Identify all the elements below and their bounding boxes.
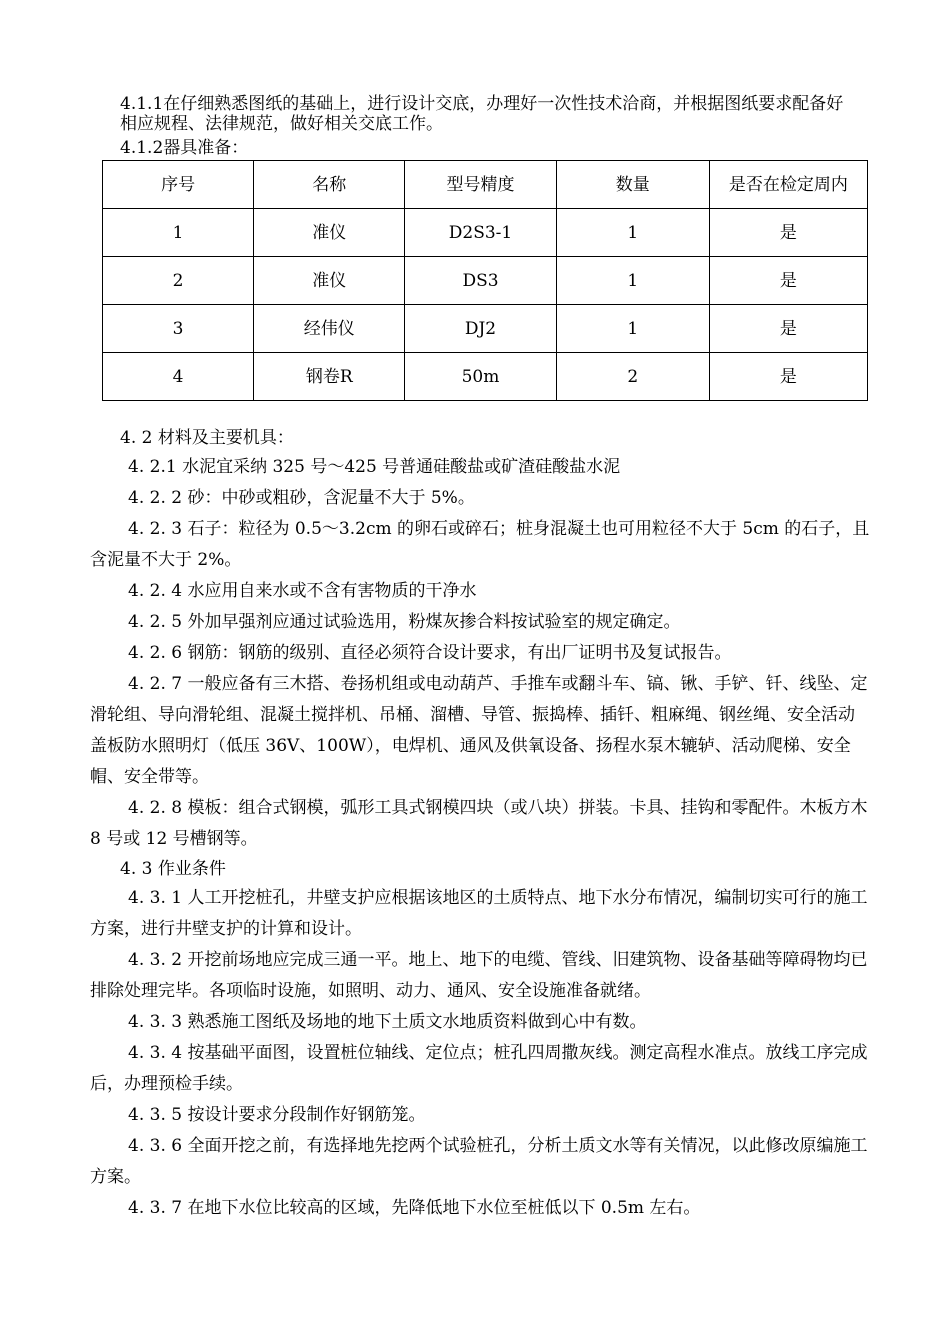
paragraph-4-3-1: 4. 3. 1 人工开挖桩孔，井壁支护应根据该地区的土质特点、地下水分布情况，编制切实可行的施工方案，进行井壁支护的计算和设计。 (90, 888, 868, 939)
cell-index: 4 (103, 353, 254, 401)
instrument-table (102, 160, 868, 401)
paragraph-4-2-4: 4. 2. 4 水应用自来水或不含有害物质的干净水 (128, 581, 477, 601)
paragraph-4-2-1: 4. 2.1 水泥宜采纳 325 号～425 号普通硅酸盐或矿渣硅酸盐水泥 (128, 457, 621, 477)
paragraph-4-3-5: 4. 3. 5 按设计要求分段制作好钢筋笼。 (128, 1105, 426, 1125)
table-row (103, 305, 868, 353)
header-calibrated: 是否在检定周内 (709, 161, 867, 209)
paragraph-4-2-5: 4. 2. 5 外加早强剂应通过试验选用，粉煤灰掺合料按试验室的规定确定。 (128, 612, 681, 632)
cell-model: D2S3-1 (405, 209, 556, 257)
paragraph-4-1-1: 4.1.1在仔细熟悉图纸的基础上，进行设计交底，办理好一次性技术洽商，并根据图纸要求配备好相应规程、法律规范，做好相关交底工作。 (120, 94, 844, 134)
paragraph-4-2-2: 4. 2. 2 砂：中砂或粗砂，含泥量不大于 5%。 (128, 488, 475, 508)
cell-model: DS3 (405, 257, 556, 305)
cell-quantity: 1 (556, 305, 709, 353)
paragraph-4-2-8: 4. 2. 8 模板：组合式钢模，弧形工具式钢模四块（或八块）拼装。卡具、挂钩和零配件。木板方木 8 号或 12 号槽钢等。 (90, 798, 868, 849)
paragraph-4-2-3: 4. 2. 3 石子：粒径为 0.5～3.2cm 的卵石或碎石；桩身混凝土也可用粒径不大于 5cm 的石子，且含泥量不大于 2%。 (90, 519, 870, 570)
table-row (103, 353, 868, 401)
header-name: 名称 (254, 161, 405, 209)
header-model: 型号精度 (405, 161, 556, 209)
paragraph-4-2-7: 4. 2. 7 一般应备有三木搭、卷扬机组或电动葫芦、手推车或翻斗车、镐、锹、手铲、钎、线坠、定滑轮组、导向滑轮组、混凝土搅拌机、吊桶、溜槽、导管、振捣棒、插钎、粗麻绳、钢丝绳、安全活动盖板防水照明灯（低压 36V、100W），电焊机、通风及供氧设备、扬程水泵木辘轳、活动爬梯、安全帽、安全带等。 (90, 674, 868, 787)
paragraph-4-3-7: 4. 3. 7 在地下水位比较高的区域，先降低地下水位至桩低以下 0.5m 左右。 (128, 1198, 701, 1218)
table-row (103, 257, 868, 305)
cell-name: 钢卷R (254, 353, 405, 401)
section-heading-4-3: 4. 3 作业条件 (120, 859, 226, 879)
paragraph-4-3-3: 4. 3. 3 熟悉施工图纸及场地的地下土质文水地质资料做到心中有数。 (128, 1012, 647, 1032)
paragraph-4-3-4: 4. 3. 4 按基础平面图，设置桩位轴线、定位点；桩孔四周撒灰线。测定高程水准点。放线工序完成后，办理预检手续。 (90, 1043, 868, 1094)
paragraph-4-2-6: 4. 2. 6 钢筋：钢筋的级别、直径必须符合设计要求，有出厂证明书及复试报告。 (128, 643, 732, 663)
table-row (103, 209, 868, 257)
header-quantity: 数量 (556, 161, 709, 209)
cell-index: 1 (103, 209, 254, 257)
cell-name: 经伟仪 (254, 305, 405, 353)
cell-quantity: 2 (556, 353, 709, 401)
cell-calibrated: 是 (709, 257, 867, 305)
paragraph-4-3-6: 4. 3. 6 全面开挖之前，有选择地先挖两个试验桩孔，分析土质文水等有关情况，以此修改原编施工方案。 (90, 1136, 868, 1187)
section-heading-4-2: 4. 2 材料及主要机具： (120, 428, 294, 448)
cell-name: 准仪 (254, 257, 405, 305)
table-header-row (103, 161, 868, 209)
cell-index: 2 (103, 257, 254, 305)
header-index: 序号 (103, 161, 254, 209)
cell-model: 50m (405, 353, 556, 401)
cell-quantity: 1 (556, 257, 709, 305)
cell-quantity: 1 (556, 209, 709, 257)
cell-index: 3 (103, 305, 254, 353)
cell-calibrated: 是 (709, 305, 867, 353)
cell-name: 准仪 (254, 209, 405, 257)
paragraph-4-3-2: 4. 3. 2 开挖前场地应完成三通一平。地上、地下的电缆、管线、旧建筑物、设备基础等障碍物均已排除处理完毕。各项临时设施，如照明、动力、通风、安全设施准备就绪。 (90, 950, 868, 1001)
cell-calibrated: 是 (709, 353, 867, 401)
cell-calibrated: 是 (709, 209, 867, 257)
paragraph-4-1-2: 4.1.2器具准备： (120, 138, 249, 158)
cell-model: DJ2 (405, 305, 556, 353)
